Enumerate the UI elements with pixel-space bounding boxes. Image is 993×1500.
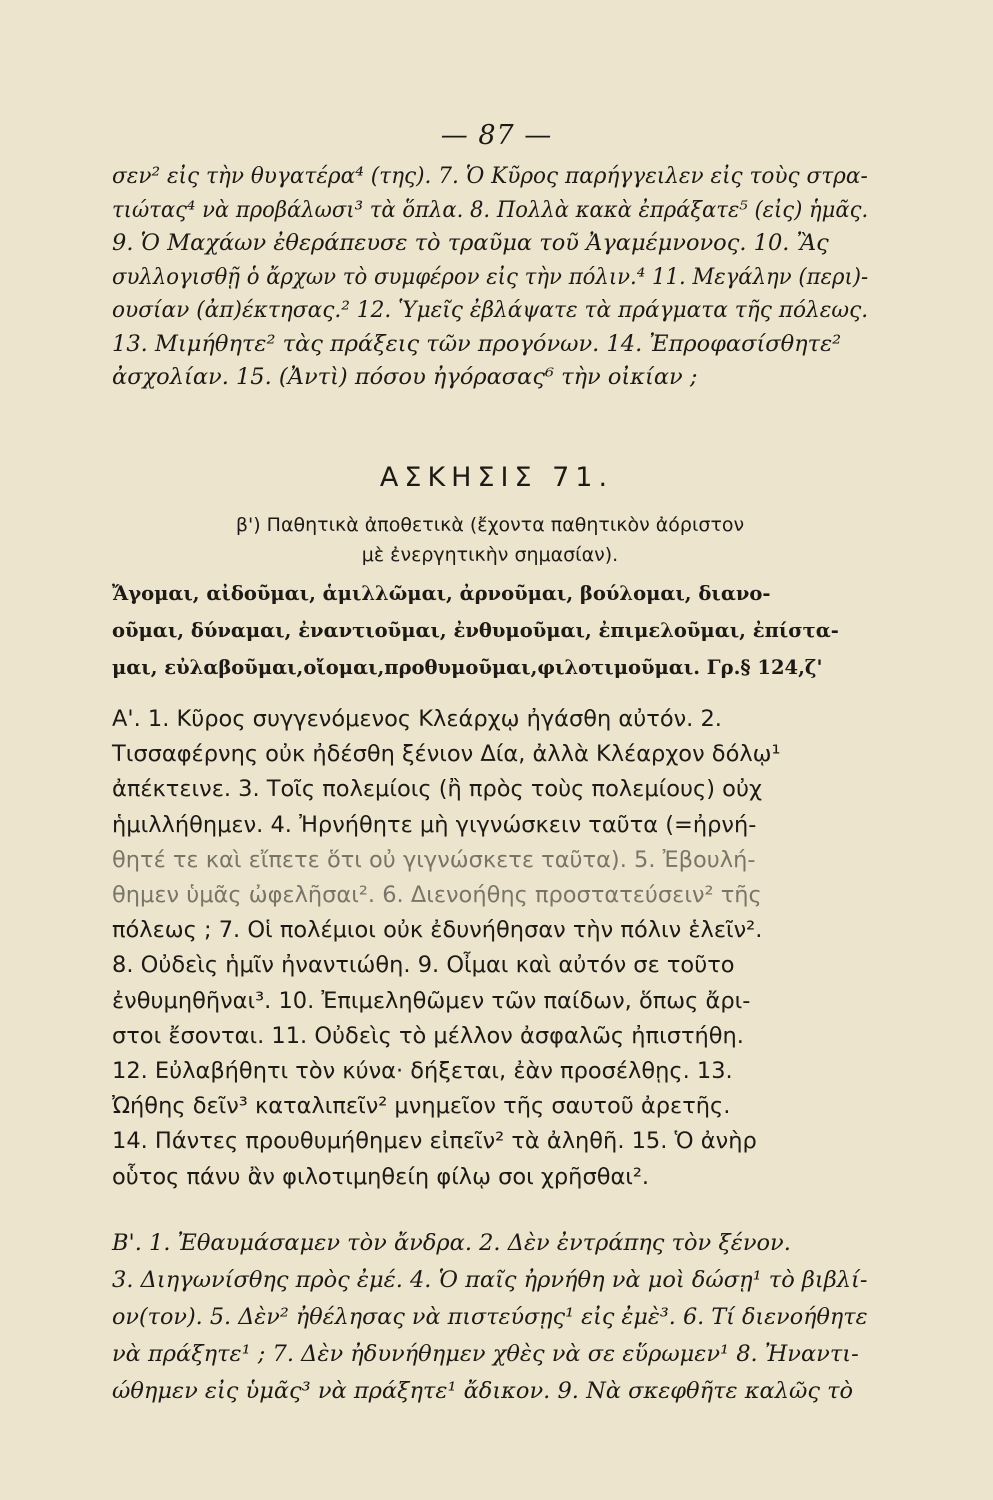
text-line: σεν² εἰς τὴν θυγατέρα⁴ (της). 7. Ὁ Κῦρος παρήγγειλεν εἰς τοὺς στρα-	[112, 163, 868, 189]
text-line: νὰ πράξητε¹ ; 7. Δὲν ἠδυνήθημεν χθὲς νὰ σε εὕρωμεν¹ 8. Ἠναντι-	[112, 1341, 859, 1367]
text-line: πόλεως ; 7. Οἱ πολέμιοι οὐκ ἐδυνήθησαν τὴν πόλιν ἑλεῖν².	[112, 917, 763, 944]
verb-list	[112, 575, 868, 686]
text-line: ἀσχολίαν. 15. (Ἀντὶ) πόσου ἠγόρασας⁶ τὴν οἰκίαν ;	[112, 364, 698, 390]
text-line: Β'. 1. Ἐθαυμάσαμεν τὸν ἄνδρα. 2. Δὲν ἐντράπης τὸν ξένον.	[112, 1230, 791, 1256]
text-line: Α'. 1. Κῦρος συγγενόμενος Κλεάρχῳ ἠγάσθη αὐτόν. 2.	[112, 706, 722, 732]
text-line: ἀπέκτεινε. 3. Τοῖς πολεμίοις (ἢ πρὸς τοὺς πολεμίους) οὐχ	[112, 776, 762, 803]
text-line: 14. Πάντες προυθυμήθημεν εἰπεῖν² τὰ ἀληθῆ. 15. Ὁ ἀνὴρ	[112, 1128, 757, 1155]
text-line: 9. Ὁ Μαχάων ἐθεράπευσε τὸ τραῦμα τοῦ Ἀγαμέμνονος. 10. Ἂς	[112, 230, 829, 256]
text-line: Ὠήθης δεῖν³ καταλιπεῖν² μνημεῖον τῆς σαυτοῦ ἀρετῆς.	[112, 1093, 731, 1120]
subtitle-line: β') Παθητικὰ ἀποθετικὰ (ἔχοντα παθητικὸν ἀόριστον	[235, 514, 745, 536]
text-line: οὗτος πάνυ ἂν φιλοτιμηθείη φίλῳ σοι χρῆσθαι².	[112, 1163, 650, 1190]
text-line: θητέ τε καὶ εἴπετε ὅτι οὐ γιγνώσκετε ταῦτα). 5. Ἐβουλή-	[112, 846, 756, 873]
text-line: θημεν ὑμᾶς ὠφελῆσαι². 6. Διενοήθης προστατεύσειν² τῆς	[112, 882, 762, 909]
text-line: 8. Οὐδεὶς ἡμῖν ἠναντιώθη. 9. Οἶμαι καὶ αὐτόν σε τοῦτο	[112, 952, 735, 979]
text-line: Τισσαφέρνης οὐκ ἠδέσθη ξένιον Δία, ἀλλὰ Κλέαρχον δόλῳ¹	[112, 741, 781, 768]
text-line: 3. Διηγωνίσθης πρὸς ἐμέ. 4. Ὁ παῖς ἠρνήθη νὰ μοὶ δώσῃ¹ τὸ βιβλί-	[112, 1267, 868, 1293]
text-line: 13. Μιμήθητε² τὰς πράξεις τῶν προγόνων. 14. Ἐπροφασίσθητε²	[112, 330, 842, 357]
exercise-heading: ΑΣΚΗΣΙΣ 71.	[379, 462, 614, 493]
verb-line: μαι, εὐλαβοῦμαι,οἴομαι,προθυμοῦμαι,φιλοτιμοῦμαι. Γρ.§ 124,ζ'	[112, 656, 823, 679]
text-line: συλλογισθῇ ὁ ἄρχων τὸ συμφέρον εἰς τὴν πόλιν.⁴ 11. Μεγάλην (περι)-	[112, 263, 869, 290]
text-line: τιώτας⁴ νὰ προβάλωσι³ τὰ ὅπλα. 8. Πολλὰ κακὰ ἐπράξατε⁵ (εἰς) ἡμᾶς.	[112, 196, 869, 223]
page-number: — 87 —	[440, 120, 553, 151]
text-line: στοι ἔσονται. 11. Οὐδεὶς τὸ μέλλον ἀσφαλῶς ἠπιστήθη.	[112, 1022, 744, 1049]
subtitle-line: μὲ ἐνεργητικὴν σημασίαν).	[361, 544, 619, 566]
text-line: ἐνθυμηθῆναι³. 10. Ἐπιμεληθῶμεν τῶν παίδων, ὅπως ἄρι-	[112, 987, 751, 1014]
text-line: ἡμιλλήθημεν. 4. Ἠρνήθητε μὴ γιγνώσκειν ταῦτα (=ἠρνή-	[112, 811, 757, 838]
section-a	[112, 702, 868, 1195]
verb-line: οῦμαι, δύναμαι, ἐναντιοῦμαι, ἐνθυμοῦμαι, ἐπιμελοῦμαι, ἐπίστα-	[112, 619, 839, 642]
verb-line: Ἄγομαι, αἰδοῦμαι, ἁμιλλῶμαι, ἀρνοῦμαι, βούλομαι, διανο-	[112, 582, 771, 605]
top-paragraph	[112, 160, 868, 395]
text-line: ουσίαν (ἀπ)έκτησας.² 12. Ὑμεῖς ἐβλάψατε τὰ πράγματα τῆς πόλεως.	[112, 297, 869, 323]
text-line: ώθημεν εἰς ὑμᾶς³ νὰ πράξητε¹ ἄδικον. 9. Νὰ σκεφθῆτε καλῶς τὸ	[112, 1378, 854, 1404]
text-line: 12. Εὐλαβήθητι τὸν κύνα· δήξεται, ἐὰν προσέλθῃς. 13.	[112, 1058, 733, 1085]
exercise-subtitle	[140, 510, 840, 570]
section-b	[112, 1225, 868, 1410]
text-line: ον(τον). 5. Δὲν² ἠθέλησας νὰ πιστεύσῃς¹ εἰς ἐμὲ³. 6. Τί διενοήθητε	[112, 1304, 868, 1330]
